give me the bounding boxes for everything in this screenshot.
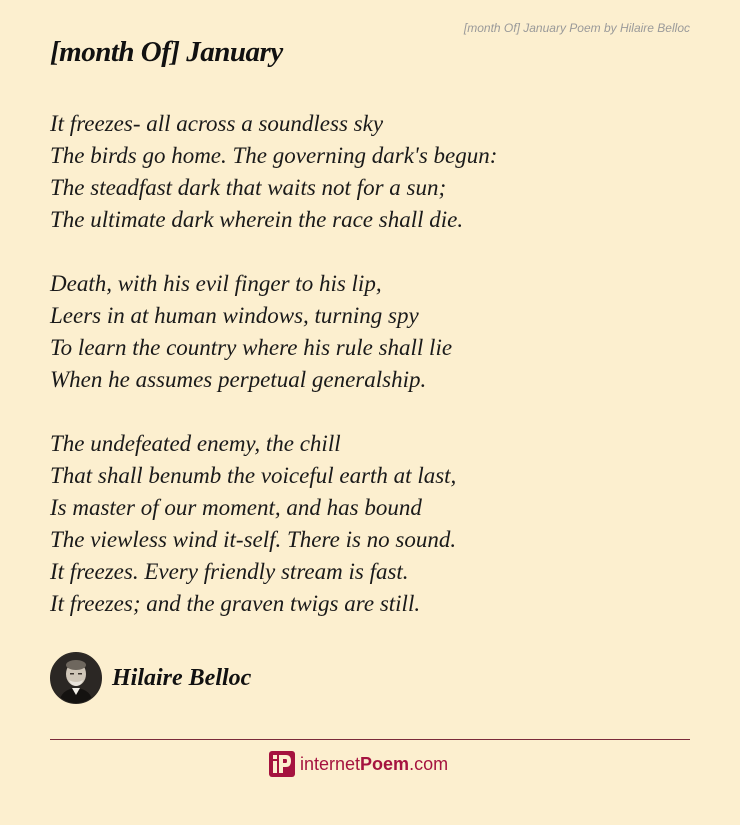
poem-line: Is master of our moment, and has bound	[50, 495, 422, 520]
brand-suffix: .com	[409, 753, 449, 774]
stanza	[50, 108, 690, 236]
poem-line: To learn the country where his rule shall lie	[50, 335, 453, 360]
poem-line: It freezes- all across a soundless sky	[50, 111, 384, 136]
author-avatar[interactable]	[50, 652, 102, 704]
poem-body	[50, 108, 690, 620]
poem-line: The ultimate dark wherein the race shall die.	[50, 207, 464, 232]
footer-brand-link[interactable]	[269, 751, 448, 777]
author-portrait-icon	[51, 653, 101, 703]
stanza	[50, 268, 690, 396]
brand-prefix: internet	[300, 753, 361, 774]
header-caption: [month Of] January Poem by Hilaire Belloc	[463, 21, 690, 35]
poem-title: [month Of] January	[50, 36, 283, 68]
author-name[interactable]: Hilaire Belloc	[112, 664, 252, 691]
poem-line: It freezes. Every friendly stream is fast.	[50, 559, 409, 584]
footer-divider	[50, 739, 690, 740]
poem-line: The steadfast dark that waits not for a sun;	[50, 175, 447, 200]
brand-strong: Poem	[360, 753, 410, 774]
ip-logo-icon	[269, 751, 295, 777]
author-row[interactable]	[50, 652, 251, 704]
stanza	[50, 428, 690, 620]
poem-line: When he assumes perpetual generalship.	[50, 367, 427, 392]
poem-line: Leers in at human windows, turning spy	[50, 303, 419, 328]
poem-line: The viewless wind it-self. There is no sound.	[50, 527, 457, 552]
poem-line: It freezes; and the graven twigs are still.	[50, 591, 421, 616]
poem-line: The undefeated enemy, the chill	[50, 431, 341, 456]
brand-text[interactable]	[300, 754, 448, 775]
poem-line: That shall benumb the voiceful earth at last,	[50, 463, 457, 488]
poem-line: The birds go home. The governing dark's begun:	[50, 143, 498, 168]
poem-line: Death, with his evil finger to his lip,	[50, 271, 382, 296]
